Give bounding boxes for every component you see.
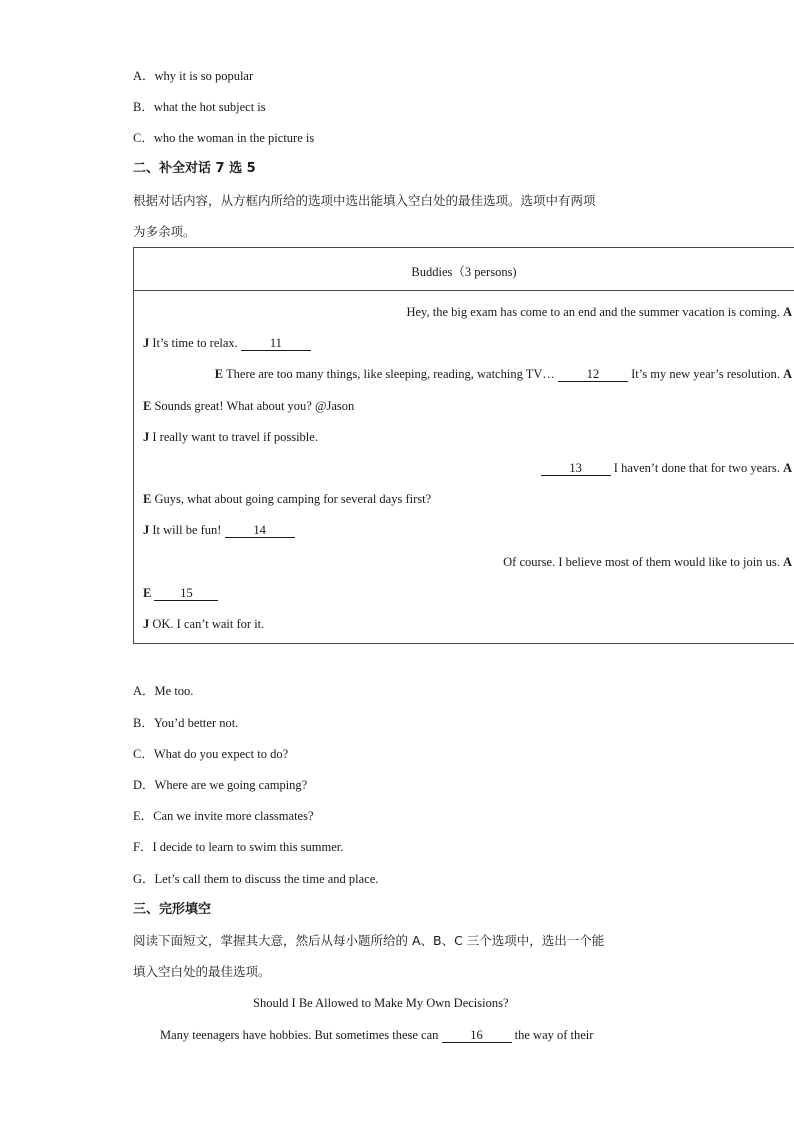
dialogue-header	[134, 248, 794, 291]
instruction-text: 填入空白处的最佳选项。	[133, 964, 271, 979]
dialogue-line: J OK. I can’t wait for it.	[143, 617, 265, 631]
answer-blank: 15	[154, 587, 218, 601]
dialogue-line: Of course. I believe most of them would like to join us. A	[503, 555, 792, 569]
option-line: D．Where are we going camping?	[133, 778, 308, 792]
instruction-text: 根据对话内容，从方框内所给的选项中选出能填入空白处的最佳选项。选项中有两项	[133, 193, 596, 208]
option-line: C．who the woman in the picture is	[133, 131, 315, 145]
answer-blank: 11	[241, 337, 311, 351]
passage-title: Should I Be Allowed to Make My Own Decisions?	[253, 996, 509, 1010]
option-line: C．What do you expect to do?	[133, 747, 289, 761]
option-line: E．Can we invite more classmates?	[133, 809, 314, 823]
dialogue-line: E 15	[143, 585, 218, 601]
dialogue-line: E Guys, what about going camping for several days first?	[143, 492, 432, 506]
dialogue-line: Hey, the big exam has come to an end and the summer vacation is coming. A	[406, 305, 792, 319]
answer-blank: 13	[541, 462, 611, 476]
section-heading: 三、完形填空	[133, 902, 212, 917]
dialogue-box	[133, 247, 794, 644]
dialogue-line: J It’s time to relax. 11	[143, 335, 311, 351]
section-heading: 二、补全对话 7 选 5	[133, 161, 256, 176]
option-line: A．why it is so popular	[133, 69, 254, 83]
dialogue-line: J It will be fun! 14	[143, 522, 295, 538]
option-line: B．what the hot subject is	[133, 100, 266, 114]
dialogue-title: Buddies（3 persons)	[411, 265, 517, 279]
answer-blank: 12	[558, 368, 628, 382]
dialogue-line: E Sounds great! What about you? @Jason	[143, 399, 355, 413]
option-line: A．Me too.	[133, 684, 194, 698]
option-line: B．You’d better not.	[133, 716, 239, 730]
answer-blank: 14	[225, 524, 295, 538]
option-line: G．Let’s call them to discuss the time and place.	[133, 872, 379, 886]
instruction-text: 阅读下面短文，掌握其大意，然后从每小题所给的 A、B、C 三个选项中，选出一个能	[133, 933, 605, 948]
dialogue-line: E There are too many things, like sleeping, reading, watching TV… 12 It’s my new year’s resolution. A	[214, 367, 792, 381]
option-line: F．I decide to learn to swim this summer.	[133, 840, 344, 854]
instruction-text: 为多余项。	[133, 224, 196, 239]
passage-text: Many teenagers have hobbies. But sometimes these can 16 the way of their	[160, 1028, 594, 1042]
dialogue-line: 13 I haven’t done that for two years. A	[541, 460, 792, 476]
answer-blank: 16	[442, 1029, 512, 1043]
dialogue-line: J I really want to travel if possible.	[143, 430, 318, 444]
